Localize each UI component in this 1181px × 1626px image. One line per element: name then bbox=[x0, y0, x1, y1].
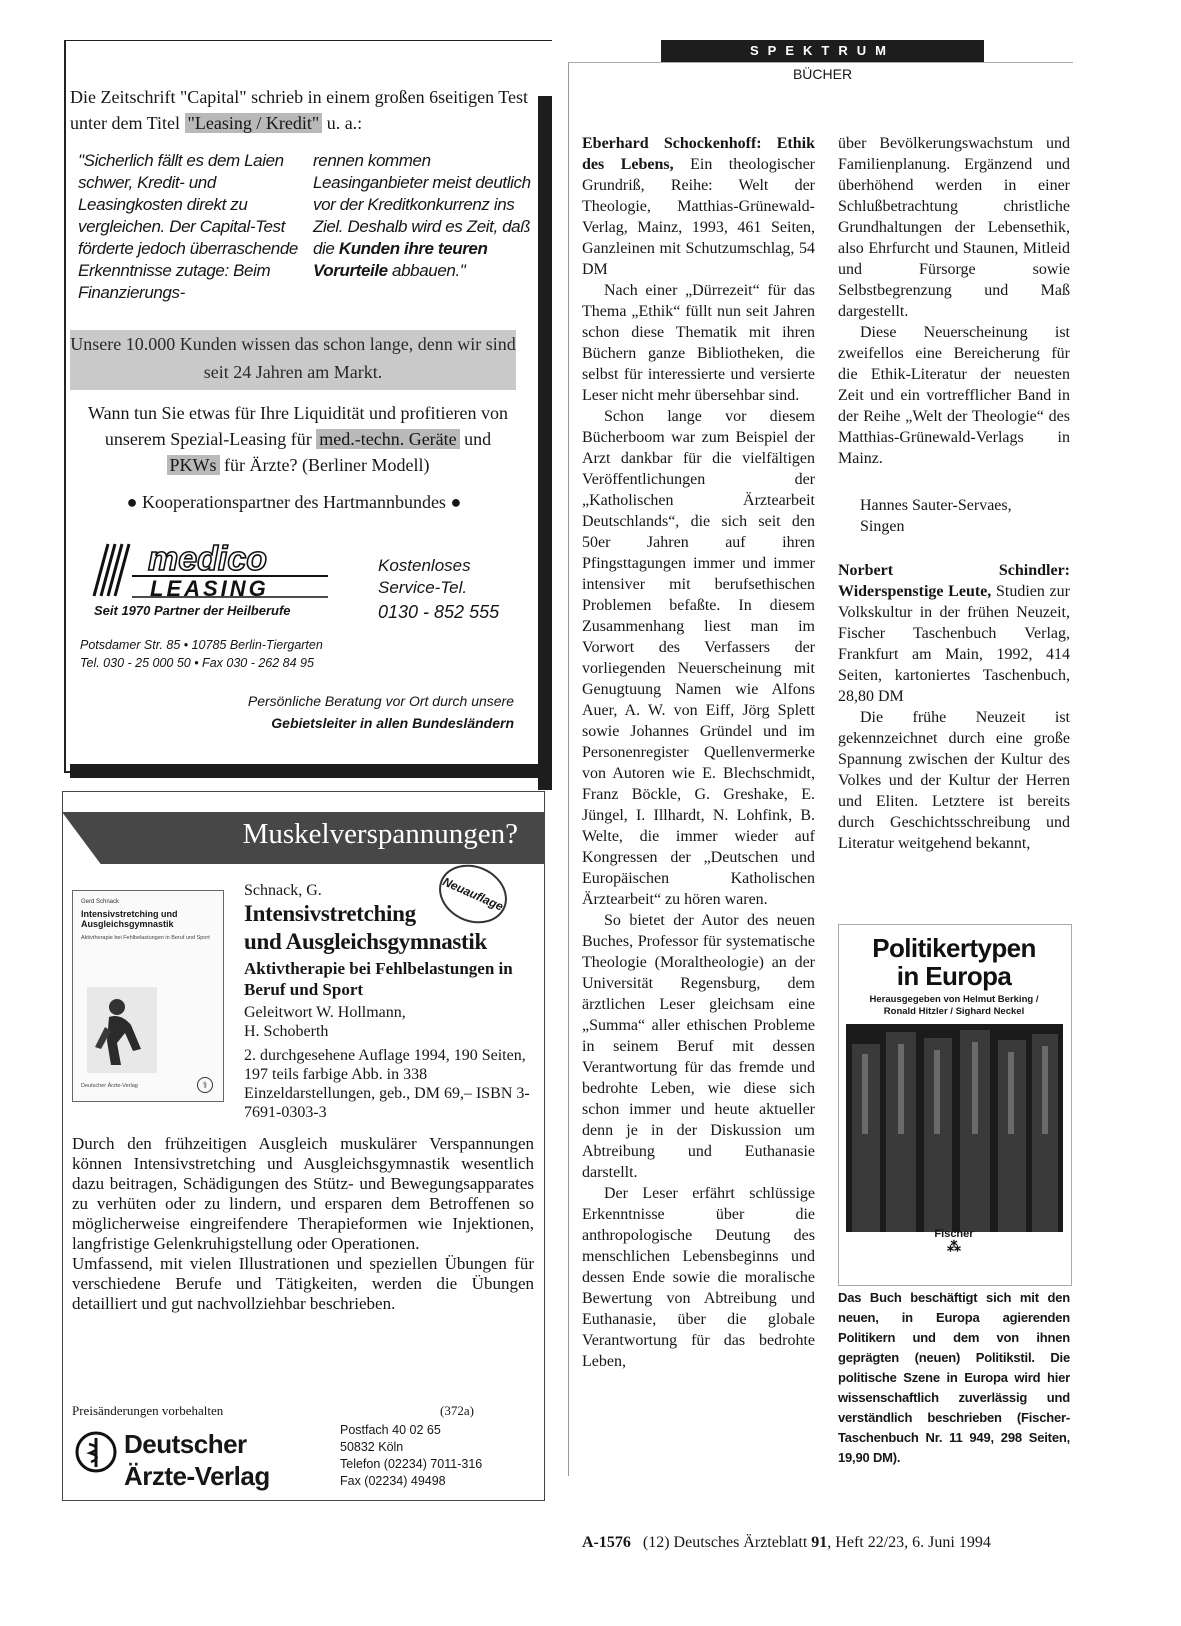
ad-intro-text: Die Zeitschrift "Capital" schrieb in einem großen 6seitigen Test unter dem Titel bbox=[70, 87, 528, 133]
review-paragraph: Der Leser erfährt schlüssige Erkenntnisse über die anthropologische Deutung des menschlichen Lebensbeginns und dessen Ende sowie die moralische Bewertung von Abtreibung und Euthanasie, über die globale Verantwortung für das bedrohte Leben, bbox=[582, 1185, 815, 1370]
review-paragraph: Diese Neuerscheinung ist zweifellos eine Bereicherung für die Ethik-Literatur der neuesten Zeit und ein vortrefflicher Band in der Reihe „Welt der Theologie“ des Matthias-Grünewald-Verlags in Mainz. bbox=[838, 324, 1070, 467]
publisher-logo-line: Ärzte-Verlag bbox=[124, 1461, 270, 1491]
quote-text: rennen kommen Leasinganbieter meist deutlich vor der Kreditkonkurrenz ins Ziel. Deshalb wird es Zeit, daß die bbox=[313, 151, 531, 258]
publisher-logo-line: Deutscher bbox=[124, 1429, 247, 1459]
review-2 bbox=[838, 560, 1070, 854]
book-title bbox=[244, 900, 534, 956]
bullet-icon: ● bbox=[126, 492, 138, 512]
ad-intro bbox=[70, 84, 530, 136]
question-highlight-devices: med.-techn. Geräte bbox=[316, 429, 459, 449]
review-heading bbox=[582, 133, 815, 280]
book-foreword bbox=[244, 1003, 406, 1041]
book-title-line: und Ausgleichsgymnastik bbox=[244, 929, 487, 954]
review-heading-details: Ein theologischer Grundriß, Reihe: Welt der Theologie, Matthias-Grünewald-Verlag, Mainz, 1993, 461 Seiten, Ganzleinen mit Schutzumschlag, 54 DM bbox=[582, 156, 815, 278]
service-phone: 0130 - 852 555 bbox=[378, 602, 500, 622]
consult-note bbox=[200, 690, 514, 734]
review-paragraph: über Bevölkerungswachstum und Familienplanung. Ergänzend und überhöhend werden in einer Schlußbetrachtung christliche Grundhaltungen der Lebensethik, also Ehrfurcht und Staunen, Mitleid und Fürsorge sowie Selbstbegrenzung und Maß dargestellt. bbox=[838, 135, 1070, 320]
review-heading bbox=[838, 560, 1070, 707]
foreword-line: H. Schoberth bbox=[244, 1023, 329, 1040]
issue-volume: 91 bbox=[811, 1534, 828, 1551]
medico-slogan: Seit 1970 Partner der Heilberufe bbox=[94, 603, 291, 618]
review-heading-details: Studien zur Volkskultur in der frühen Neuzeit, Fischer Taschenbuch Verlag, Frankfurt am Main, 1992, 414 Seiten, kartoniertes Taschenbuch, 28,80 DM bbox=[838, 583, 1070, 705]
ad-intro-highlight: "Leasing / Kredit" bbox=[185, 113, 323, 133]
book-subtitle: Aktivtherapie bei Fehlbelastungen in Beruf und Sport bbox=[244, 959, 513, 999]
politicians-photo-image bbox=[846, 1024, 1063, 1232]
page-number: A-1576 bbox=[582, 1534, 631, 1551]
issue-date: , Heft 22/23, 6. Juni 1994 bbox=[827, 1534, 991, 1551]
description-paragraph: Durch den frühzeitigen Ausgleich muskulärer Verspannungen können Intensivstretching und Ausgleichsgymnastik wesentlich dazu beitragen, Schädigungen des Stütz- und Bewegungsapparates zu verhüten oder zu lindern, und ersparen dem Betroffenen so möglicherweise eingreifendere Therapieformen wie Injektionen, langfristige Gelenkruhigstellung oder Operationen. bbox=[72, 1134, 534, 1253]
cover-subtitle: Aktivtherapie bei Fehlbelastungen in Beruf und Sport bbox=[81, 935, 210, 941]
service-line: Service-Tel. bbox=[378, 578, 468, 597]
address-street: Potsdamer Str. 85 • 10785 Berlin-Tiergarten bbox=[80, 638, 323, 652]
header-rule bbox=[568, 62, 1073, 63]
leasing-question bbox=[78, 400, 518, 478]
question-text: Wann tun Sie etwas für Ihre Liquidität und profitieren von unserem Spezial-Leasing für bbox=[88, 403, 508, 449]
signature-place: Singen bbox=[860, 518, 905, 535]
caduceus-icon: ⚕ bbox=[197, 1077, 213, 1093]
section-title: BÜCHER bbox=[792, 66, 853, 82]
fischer-logo-icon: ⁂ bbox=[947, 1238, 961, 1254]
cover-title-line: Politikertypen bbox=[872, 933, 1036, 963]
review-paragraph: Schon lange vor diesem Bücherboom war zum Beispiel der Arzt dankbar für die vielfältigen Veröffentlichungen der „Katholischen Ärztearbeit Deutschlands“, die sich seit den 50er Jahren auf ihren Pfingsttagungen immer und immer intensiver mit berufsethischen Problemen befaßte. In diesem Zusammenhang liest man im Vorwort des Verfassers der vorliegenden Neuerscheinung mit Genugtuung Namen wie Alfons Auer, A. W. von Eiff, Jörg Splett sowie Johannes Gründel und im Personenregister Quellenvermerke von Autoren wie E. Blechschmidt, Franz Böckle, G. Greshake, E. Jüngel, I. Illhardt, N. Lohfink, B. Welte, die immer wieder auf Kongressen der „Deutschen und Europäischen Katholischen Ärztearbeit“ zu hören waren. bbox=[582, 408, 815, 908]
politik-cover-editors bbox=[838, 994, 1070, 1018]
medico-address bbox=[80, 636, 323, 672]
column-rule bbox=[568, 62, 569, 1476]
book-title-line: Intensivstretching bbox=[244, 901, 416, 926]
review-paragraph: Die frühe Neuzeit ist gekennzeichnet durch eine große Spannung zwischen der Kultur des Volkes und der Kultur der Herren und Eliten. Letztere ist bereits durch Geschichtsschreibung und Literatur weitgehend bekannt, bbox=[838, 709, 1070, 852]
address-line: Telefon (02234) 7011-316 bbox=[340, 1457, 483, 1471]
price-note: Preisänderungen vorbehalten bbox=[72, 1403, 224, 1418]
cover-title-line: in Europa bbox=[896, 961, 1012, 991]
section-banner: SPEKTRUM bbox=[661, 40, 984, 62]
address-phone: Tel. 030 - 25 000 50 • Fax 030 - 262 84 95 bbox=[80, 656, 314, 670]
logo-word-medico: medico bbox=[148, 540, 268, 578]
publisher-name: Fischer bbox=[934, 1228, 974, 1240]
book-metadata: 2. durchgesehene Auflage 1994, 190 Seiten, 197 teils farbige Abb. in 338 Einzeldarstellungen, geb., DM 69,– ISBN 3-7691-0303-3 bbox=[244, 1047, 530, 1121]
consult-line-bold: Gebietsleiter in allen Bundesländern bbox=[271, 715, 514, 731]
politik-caption: Das Buch beschäftigt sich mit den neuen, in Europa agierenden Politikern und dem von ihnen geprägten (neuen) Politikstil. Die politische Szene in Europa wird hier wissenschaftlich zuverlässig und verständlich beschrieben (Fischer-Taschenbuch Nr. 11 949, 298 Seiten, 19,90 DM). bbox=[838, 1290, 1070, 1465]
question-mid: und bbox=[459, 429, 492, 449]
partner-line bbox=[70, 492, 518, 513]
exercise-photo-icon bbox=[87, 987, 157, 1073]
cover-publisher: Deutscher Ärzte-Verlag bbox=[81, 1083, 138, 1089]
book-cover-image bbox=[72, 890, 224, 1102]
publisher-address bbox=[340, 1422, 482, 1490]
review-paragraph: Nach einer „Dürrezeit“ für das Thema „Ethik“ füllt nun seit Jahren schon diese Thematik mit ihren Büchern ganze Bibliotheken, die selbst für interessierte und versierte Leser nicht mehr übersehbar sind. bbox=[582, 282, 815, 404]
ad-intro-suffix: u. a.: bbox=[322, 113, 363, 133]
book-author: Schnack, G. bbox=[244, 882, 322, 899]
service-label bbox=[378, 555, 471, 599]
capital-quote-left: "Sicherlich fällt es dem Laien schwer, Kredit- und Leasingkosten direkt zu vergleichen. Der Capital-Test förderte jedoch überraschende Erkenntnisse zutage: Beim Finanzierungs- bbox=[78, 151, 298, 302]
address-line: Fax (02234) 49498 bbox=[340, 1474, 446, 1488]
politik-cover-publisher bbox=[838, 1228, 1070, 1252]
book-description bbox=[72, 1134, 534, 1314]
page-footer bbox=[582, 1534, 1072, 1552]
politik-cover-title bbox=[838, 934, 1070, 990]
cover-title: Intensivstretching und Ausgleichsgymnastik bbox=[81, 909, 178, 929]
issue-text: (12) Deutsches Ärzteblatt bbox=[642, 1534, 812, 1551]
new-edition-badge: Neuauflage bbox=[430, 854, 517, 934]
bullet-icon: ● bbox=[450, 492, 462, 512]
ad-code: (372a) bbox=[440, 1403, 474, 1418]
partner-text: Kooperationspartner des Hartmannbundes bbox=[142, 492, 446, 512]
service-line: Kostenloses bbox=[378, 556, 471, 575]
address-line: Postfach 40 02 65 bbox=[340, 1423, 441, 1437]
quote-bold: Kunden ihre teuren Vorurteile bbox=[313, 239, 488, 280]
review-paragraph: So bietet der Autor des neuen Buches, Professor für systematische Theologie (Moraltheologie) an der Universität Regensburg, dem ärztlichen Leser gleichsam eine „Summa“ aller ethischen Probleme in seinem Beruf mit dessen Verantwortung für das fremde und bedrohte Leben, wie diese sich schon immer und heute aktueller denn je in der Diskussion um Abtreibung und Euthanasie darstellt. bbox=[582, 912, 815, 1181]
medico-leasing-logo bbox=[88, 540, 338, 598]
review-heading-bold: Norbert Schindler: Widerspenstige Leute, bbox=[838, 562, 1070, 600]
logo-word-leasing: LEASING bbox=[150, 576, 269, 598]
cover-author: Gerd Schnack bbox=[81, 899, 120, 905]
capital-quote-right bbox=[313, 150, 533, 282]
description-paragraph: Umfassend, mit vielen Illustrationen und speziellen Übungen für verschiedene Berufe und Tätigkeiten, werden die Übungen detailliert und gut nachvollziehbar beschrieben. bbox=[72, 1254, 534, 1313]
review-signature bbox=[838, 495, 1070, 537]
review-heading-bold: Eberhard Schockenhoff: Ethik des Lebens, bbox=[582, 135, 815, 173]
address-line: 50832 Köln bbox=[340, 1440, 404, 1454]
question-highlight-cars: PKWs bbox=[167, 455, 220, 475]
ad-shadow-bottom bbox=[70, 764, 552, 778]
caduceus-logo-icon bbox=[74, 1430, 118, 1474]
review-column-2 bbox=[838, 133, 1070, 469]
question-suffix: für Ärzte? (Berliner Modell) bbox=[219, 455, 430, 475]
quote-end: abbauen." bbox=[387, 261, 466, 280]
customer-band: Unsere 10.000 Kunden wissen das schon lange, denn wir sind seit 24 Jahren am Markt. bbox=[70, 330, 516, 390]
editors-line: Herausgegeben von Helmut Berking / bbox=[869, 994, 1039, 1005]
review-column-1 bbox=[582, 133, 815, 1372]
consult-line: Persönliche Beratung vor Ort durch unsere bbox=[247, 693, 514, 709]
ad-banner-title: Muskelverspannungen? bbox=[242, 818, 518, 850]
signature-name: Hannes Sauter-Servaes, bbox=[860, 497, 1012, 514]
editors-line: Ronald Hitzler / Sighard Neckel bbox=[883, 1006, 1025, 1017]
ad-shadow-right bbox=[538, 96, 552, 790]
foreword-line: Geleitwort W. Hollmann, bbox=[244, 1004, 406, 1021]
publisher-logo-name bbox=[124, 1428, 270, 1492]
